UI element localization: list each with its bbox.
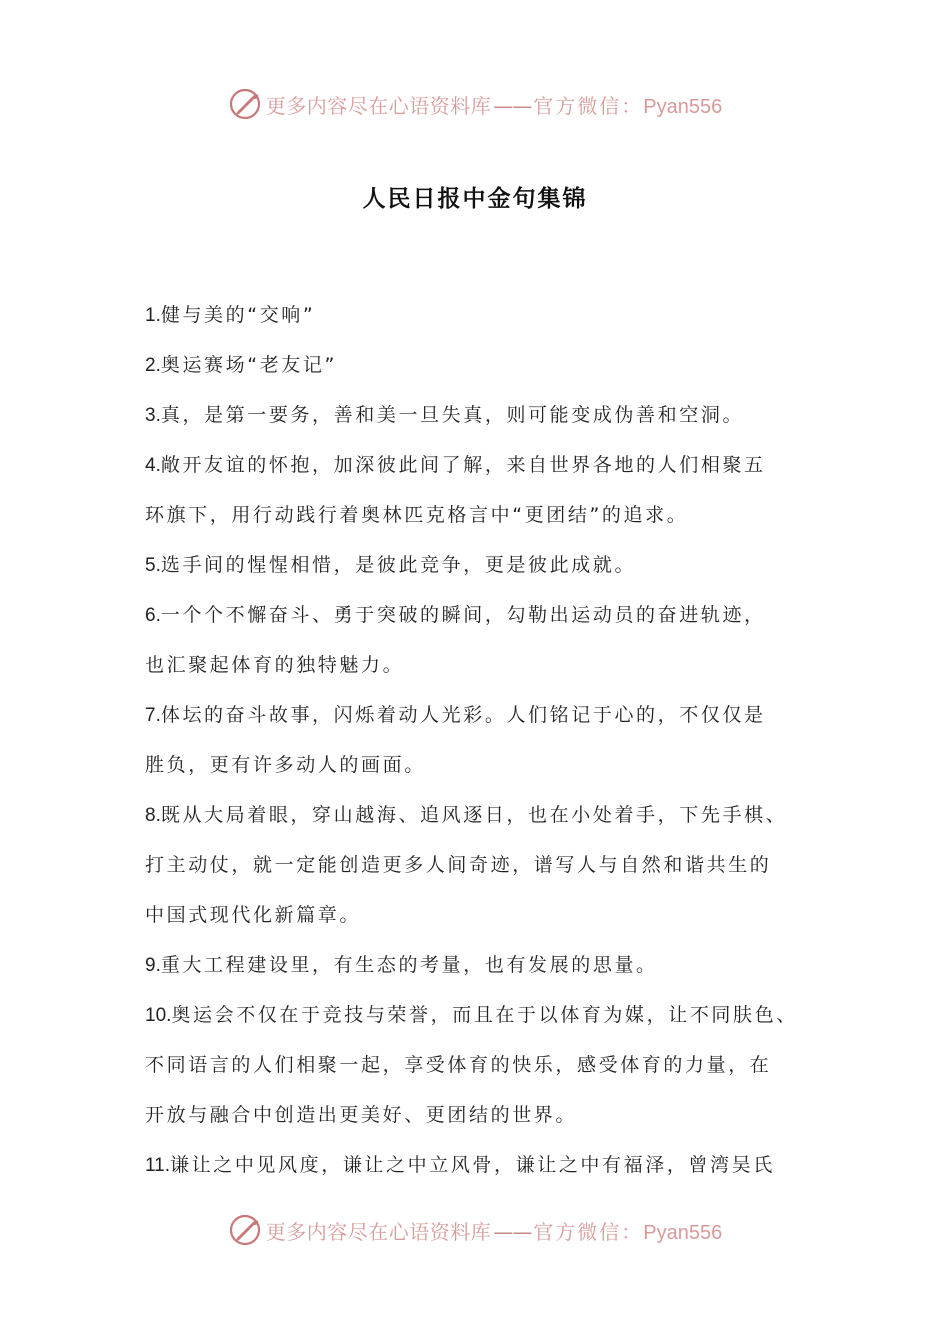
item-number: 4.: [145, 455, 161, 476]
banner-wechat-label: 官方微信：: [533, 93, 644, 118]
line-text: 中国式现代化新篇章。: [145, 904, 362, 926]
banner-wechat-id: Pyan556: [643, 1221, 723, 1244]
header-banner: [0, 82, 950, 126]
banner-separator: ——: [493, 93, 532, 118]
item-number: 9.: [145, 955, 161, 976]
line-text: 不同语言的人们相聚一起，享受体育的快乐，感受体育的力量，在: [145, 1054, 772, 1076]
text-line: [145, 340, 825, 390]
text-line: [145, 790, 825, 840]
quill-logo-icon: [228, 1213, 262, 1247]
item-number: 8.: [145, 805, 161, 826]
quill-logo-icon: [228, 87, 262, 121]
line-text: 谦让之中见风度，谦让之中立风骨，谦让之中有福泽，曾湾吴氏: [170, 1154, 775, 1176]
text-line: [145, 1090, 825, 1140]
banner-wechat-id: Pyan556: [643, 95, 723, 118]
item-number: 2.: [145, 355, 161, 376]
text-line: [145, 990, 825, 1040]
line-text: 奥运赛场“老友记”: [160, 354, 337, 376]
text-line: [145, 740, 825, 790]
text-line: [145, 1140, 825, 1190]
banner-wechat-label: 官方微信：: [533, 1219, 644, 1244]
line-text: 打主动仗，就一定能创造更多人间奇迹，谱写人与自然和谐共生的: [145, 854, 772, 876]
item-number: 6.: [145, 605, 161, 626]
line-text: 一个个不懈奋斗、勇于突破的瞬间，勾勒出运动员的奋进轨迹，: [160, 604, 766, 626]
text-line: [145, 490, 825, 540]
line-text: 健与美的“交响”: [160, 304, 316, 326]
item-number: 7.: [145, 705, 161, 726]
line-text: 真，是第一要务，善和美一旦失真，则可能变成伪善和空洞。: [160, 404, 745, 426]
item-number: 3.: [145, 405, 161, 426]
document-title: 人民日报中金句集锦: [362, 186, 588, 212]
item-number: 10.: [145, 1005, 172, 1026]
text-line: [145, 640, 825, 690]
line-text: 胜负，更有许多动人的画面。: [145, 754, 426, 776]
text-line: [145, 290, 825, 340]
banner-separator: ——: [493, 1219, 532, 1244]
text-line: [145, 1040, 825, 1090]
text-line: [145, 590, 825, 640]
footer-banner: [0, 1208, 950, 1252]
item-number: 1.: [145, 305, 161, 326]
text-line: [145, 690, 825, 740]
line-text: 奥运会不仅在于竞技与荣誉，而且在于以体育为媒，让不同肤色、: [171, 1004, 798, 1026]
text-line: [145, 940, 825, 990]
banner-main-text: 更多内容尽在心语资料库: [265, 1219, 492, 1244]
item-number: 5.: [145, 555, 161, 576]
line-text: 既从大局着眼，穿山越海、追风逐日，也在小处着手，下先手棋、: [160, 804, 788, 826]
line-text: 选手间的惺惺相惜，是彼此竞争，更是彼此成就。: [160, 554, 637, 576]
line-text: 敞开友谊的怀抱，加深彼此间了解，来自世界各地的人们相聚五: [160, 454, 766, 476]
line-text: 也汇聚起体育的独特魅力。: [145, 654, 405, 676]
line-text: 重大工程建设里，有生态的考量，也有发展的思量。: [160, 954, 658, 976]
text-line: [145, 390, 825, 440]
text-line: [145, 540, 825, 590]
line-text: 环旗下，用行动践行着奥林匹克格言中“更团结”的追求。: [145, 504, 689, 526]
line-text: 开放与融合中创造出更美好、更团结的世界。: [145, 1104, 578, 1126]
banner-main-text: 更多内容尽在心语资料库: [265, 93, 492, 118]
item-number: 11.: [145, 1155, 171, 1176]
text-line: [145, 890, 825, 940]
line-text: 体坛的奋斗故事，闪烁着动人光彩。人们铭记于心的，不仅仅是: [160, 704, 766, 726]
text-line: [145, 440, 825, 490]
document-body: [145, 290, 825, 1190]
text-line: [145, 840, 825, 890]
